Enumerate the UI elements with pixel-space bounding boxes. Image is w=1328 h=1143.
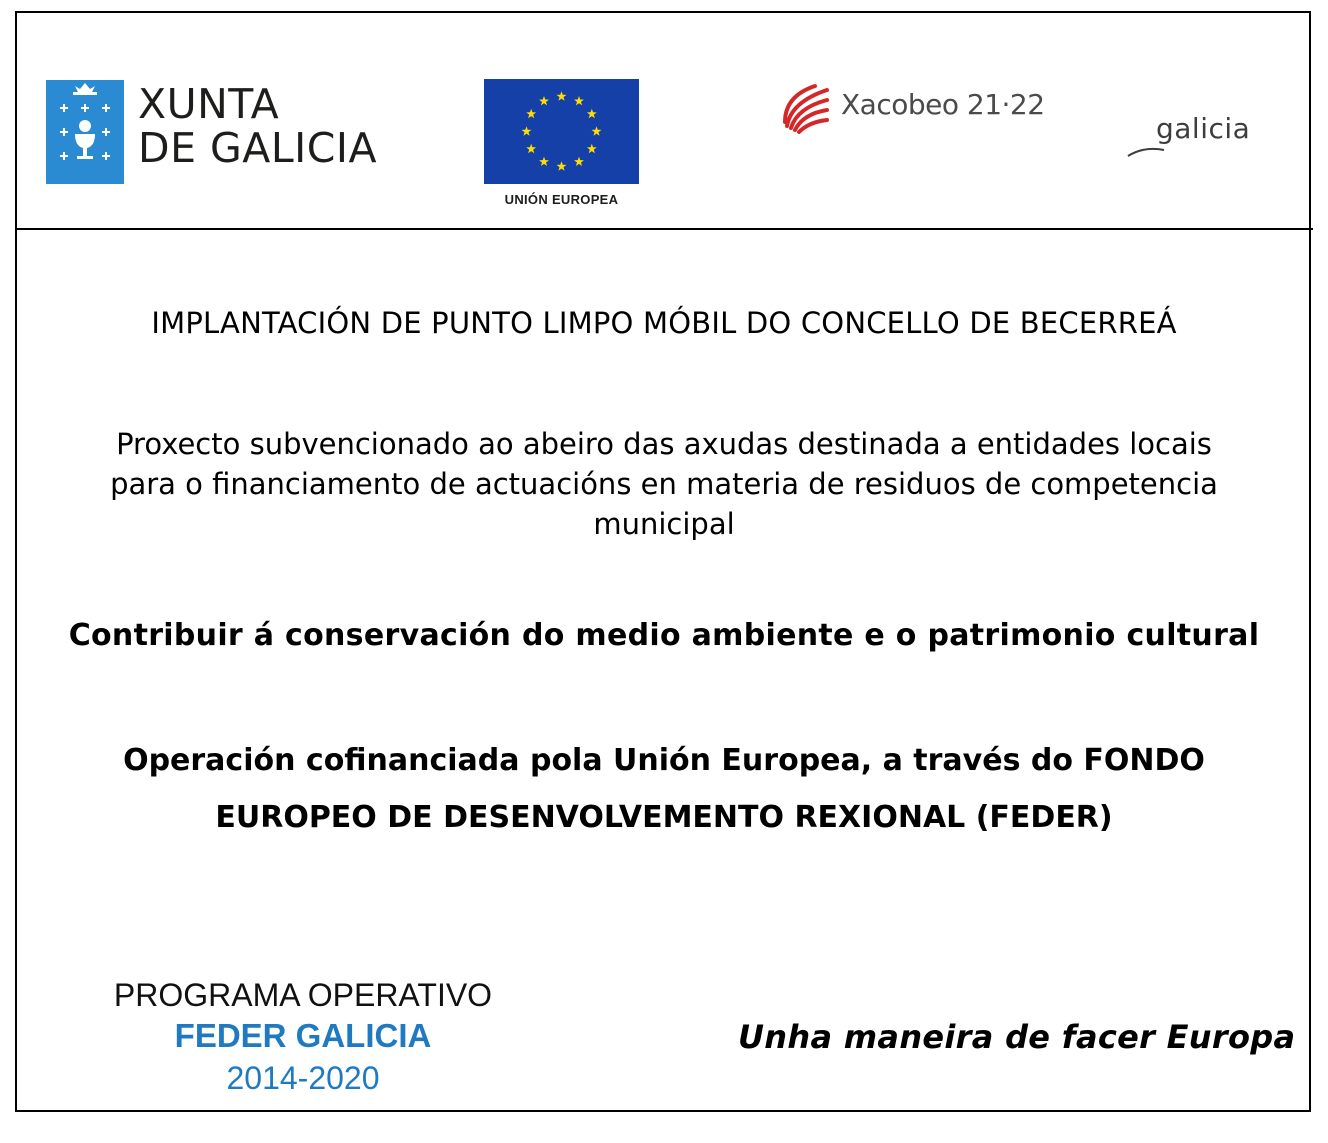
eu-logo (484, 79, 639, 211)
project-description-line: Proxecto subvencionado ao abeiro das axudas destinada a entidades locais (116, 427, 1212, 461)
xunta-wordmark-line1: XUNTA (138, 80, 280, 128)
xunta-shield-icon (46, 80, 124, 184)
project-title: IMPLANTACIÓN DE PUNTO LIMPO MÓBIL DO CONCELLO DE BECERREÁ (151, 306, 1177, 340)
xacobeo-logo (781, 82, 1051, 134)
programa-line1: PROGRAMA OPERATIVO (113, 977, 493, 1013)
cofunding-line: Operación cofinanciada pola Unión Europea, a través do FONDO (123, 743, 1205, 778)
project-description-line: para o financiamento de actuacións en materia de residuos de competencia (110, 467, 1218, 501)
project-description-line: municipal (593, 507, 735, 541)
xunta-wordmark-line2: DE GALICIA (138, 124, 378, 172)
xunta-wordmark (138, 82, 377, 170)
cofunding-line: EUROPEO DE DESENVOLVEMENTO REXIONAL (FEDER) (215, 800, 1113, 835)
header-divider (15, 228, 1313, 230)
eu-motto: Unha maneira de facer Europa (738, 1018, 1296, 1056)
project-description (15, 424, 1313, 544)
eu-flag-icon (484, 79, 639, 184)
scallop-shell-icon (781, 82, 833, 134)
xunta-de-galicia-logo (46, 80, 386, 186)
xacobeo-wordmark: Xacobeo 21·22 (841, 88, 1045, 121)
programa-line2: FEDER GALICIA (174, 1017, 432, 1054)
galicia-logo (1126, 110, 1276, 165)
galicia-wordmark: galicia (1156, 112, 1251, 145)
objective-statement: Contribuir á conservación do medio ambiente e o patrimonio cultural (68, 618, 1260, 653)
eu-caption: UNIÓN EUROPEA (504, 192, 619, 207)
cofunding-statement (15, 732, 1313, 846)
programa-line3: 2014-2020 (226, 1060, 380, 1096)
programa-operativo-block (88, 976, 518, 1098)
